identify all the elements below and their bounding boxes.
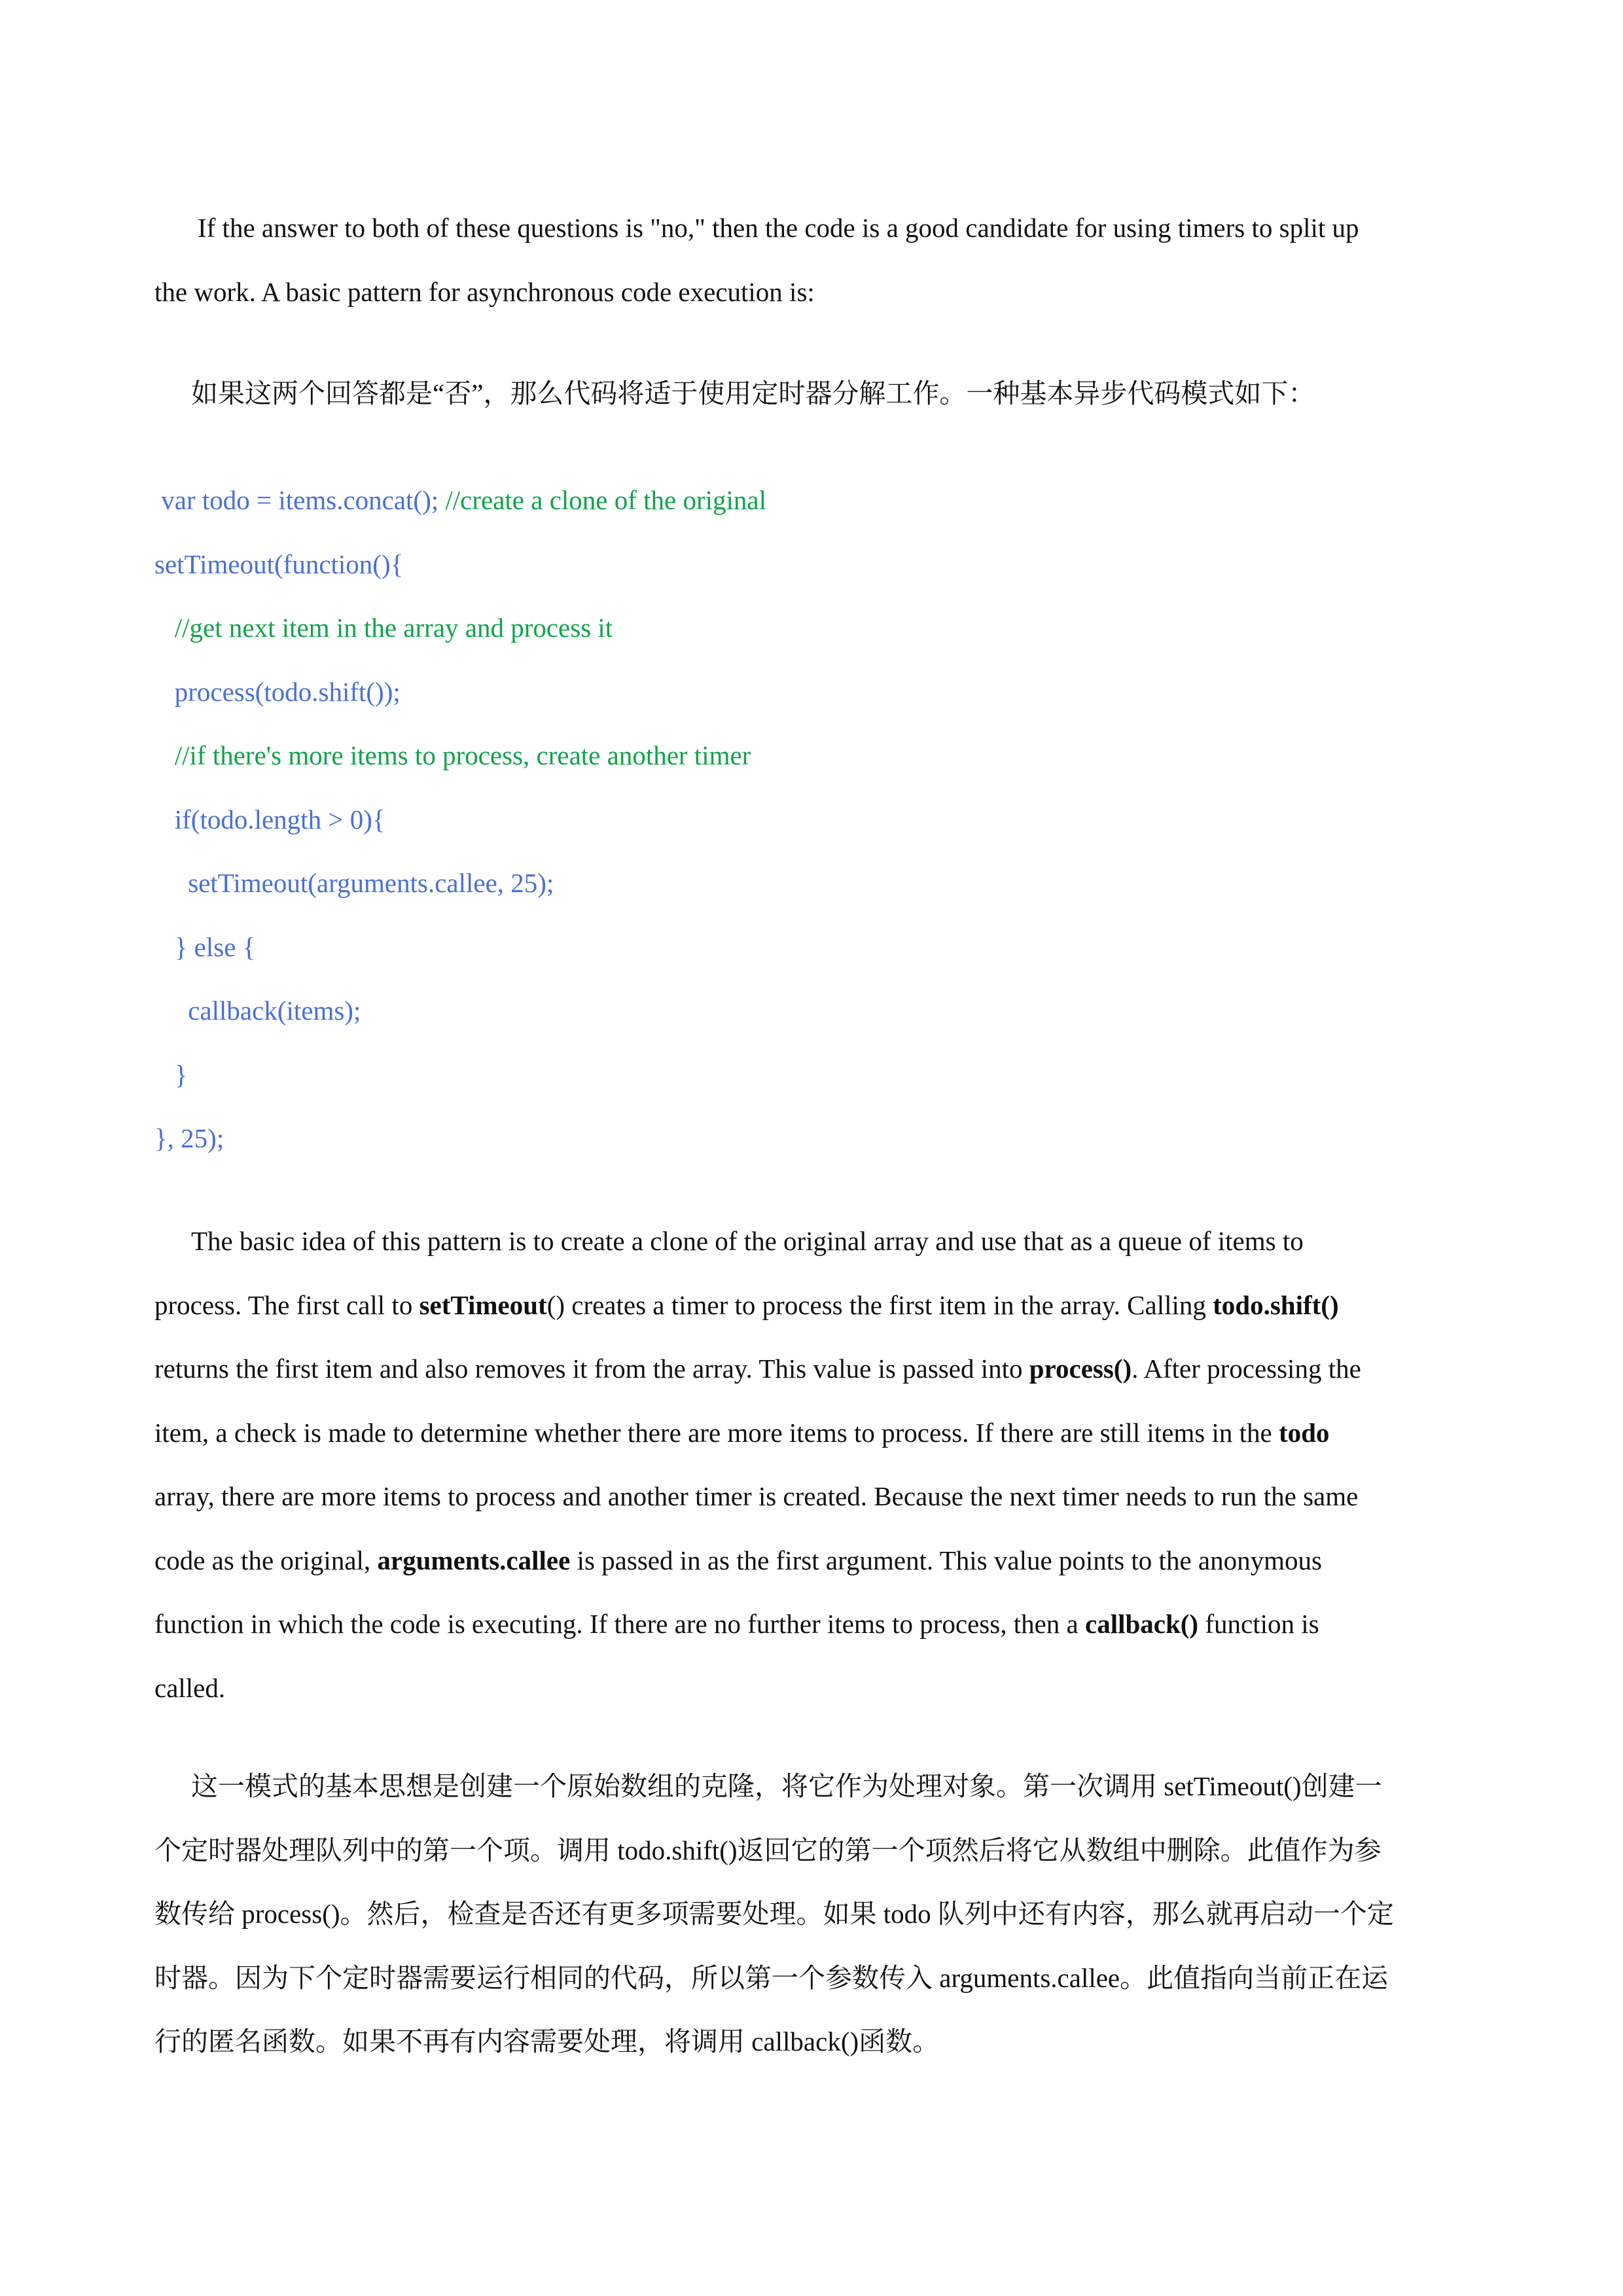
explanation-zh-line-5: 行的匿名函数。如果不再有内容需要处理，将调用 callback()函数。 [154, 2026, 940, 2056]
code-line-3: //get next item in the array and process it [154, 613, 613, 643]
todo-shift-term: todo.shift() [1213, 1289, 1339, 1320]
code-block [154, 469, 1483, 1171]
intro-paragraph-zh [154, 362, 1483, 426]
todo-term: todo [1278, 1417, 1330, 1448]
code-line-8: } else { [154, 931, 256, 962]
code-line-9: callback(items); [154, 996, 361, 1026]
explanation-line-7-c: function is [1198, 1609, 1319, 1639]
explanation-line-3-a: returns the first item and also removes it from the array. This value is passed into [154, 1354, 1029, 1384]
explanation-line-3 [154, 1337, 1483, 1401]
intro-line-1: If the answer to both of these questions is "no," then the code is a good candidate for using timers to split up [198, 213, 1359, 243]
explanation-line-4 [154, 1401, 1483, 1465]
code-line-1-code: var todo = items.concat(); [154, 485, 446, 515]
callback-term: callback() [1085, 1609, 1199, 1639]
code-line-4: process(todo.shift()); [154, 676, 401, 707]
settimeout-term: setTimeout [419, 1289, 547, 1320]
explanation-line-6 [154, 1529, 1483, 1593]
arguments-callee-term: arguments.callee [377, 1545, 571, 1575]
code-line-7: setTimeout(arguments.callee, 25); [154, 868, 554, 898]
explanation-zh-line-4: 时器。因为下个定时器需要运行相同的代码，所以第一个参数传入 arguments.callee。此值指向当前正在运 [154, 1962, 1389, 1993]
code-line-2: setTimeout(function(){ [154, 548, 404, 579]
explanation-line-2-c: () creates a timer to process the first item in the array. Calling [546, 1289, 1213, 1320]
explanation-line-1: The basic idea of this pattern is to create a clone of the original array and use that as a queue of items to [191, 1226, 1304, 1256]
intro-paragraph [154, 196, 1483, 324]
explanation-line-7-a: function in which the code is executing. If there are no further items to process, then a [154, 1609, 1085, 1639]
explanation-zh-line-2: 个定时器处理队列中的第一个项。调用 todo.shift()返回它的第一个项然后将它从数组中删除。此值作为参 [154, 1835, 1382, 1865]
explanation-line-6-a: code as the original, [154, 1545, 378, 1575]
explanation-line-6-c: is passed in as the first argument. This value points to the anonymous [570, 1545, 1322, 1575]
code-line-5: //if there's more items to process, create another timer [154, 740, 751, 770]
explanation-line-4-a: item, a check is made to determine whether there are more items to process. If there are still items in the [154, 1417, 1279, 1448]
explanation-paragraph-zh [154, 1755, 1483, 2074]
explanation-paragraph [154, 1210, 1483, 1720]
code-line-6: if(todo.length > 0){ [154, 804, 385, 834]
explanation-line-8: called. [154, 1672, 226, 1703]
explanation-line-3-c: . After processing the [1132, 1354, 1361, 1384]
explanation-line-5: array, there are more items to process and another timer is created. Because the next timer needs to run the same [154, 1481, 1359, 1511]
intro-line-2: the work. A basic pattern for asynchronous code execution is: [154, 276, 815, 307]
explanation-line-2-a: process. The first call to [154, 1289, 419, 1320]
code-line-1 [154, 469, 1483, 533]
explanation-line-7 [154, 1592, 1483, 1657]
intro-zh-line-1: 如果这两个回答都是“否”，那么代码将适于使用定时器分解工作。一种基本异步代码模式如下： [191, 378, 1315, 408]
code-line-10: } [154, 1059, 188, 1090]
code-line-11: }, 25); [154, 1123, 224, 1153]
explanation-line-2 [154, 1274, 1483, 1338]
process-term: process() [1029, 1354, 1132, 1384]
explanation-zh-line-3: 数传给 process()。然后，检查是否还有更多项需要处理。如果 todo 队列中还有内容，那么就再启动一个定 [154, 1899, 1394, 1929]
code-line-1-comment: //create a clone of the original [445, 485, 766, 515]
explanation-zh-line-1: 这一模式的基本思想是创建一个原始数组的克隆，将它作为处理对象。第一次调用 setTimeout()创建一 [191, 1771, 1382, 1801]
